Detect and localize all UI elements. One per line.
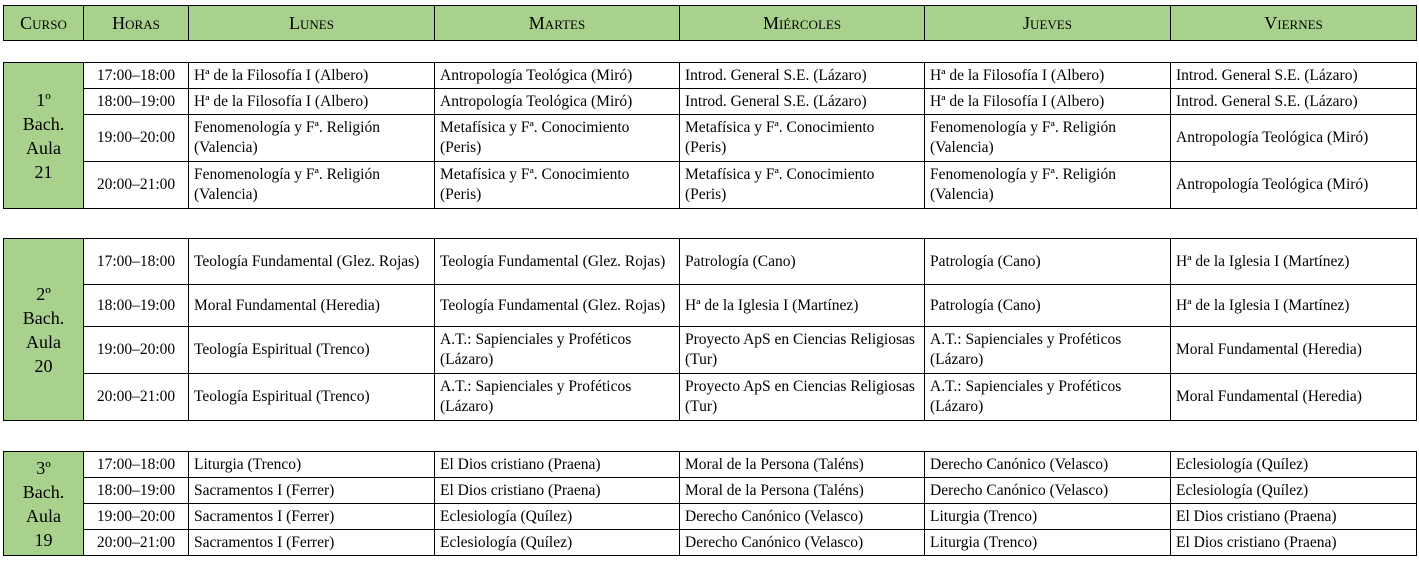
class-cell: Hª de la Filosofía I (Albero) — [925, 89, 1171, 115]
class-cell: Liturgia (Trenco) — [189, 452, 435, 478]
class-cell: A.T.: Sapienciales y Proféticos (Lázaro) — [925, 374, 1171, 421]
header-lunes: Lunes — [189, 6, 435, 41]
header-miercoles: Miércoles — [680, 6, 925, 41]
class-cell: Teología Fundamental (Glez. Rojas) — [435, 285, 680, 327]
time-slot: 19:00–20:00 — [84, 504, 189, 530]
class-cell: Antropología Teológica (Miró) — [1171, 162, 1417, 209]
course-level: Bach. — [22, 307, 65, 328]
class-cell: Patrología (Cano) — [925, 239, 1171, 285]
class-cell: Hª de la Filosofía I (Albero) — [925, 63, 1171, 89]
time-slot: 17:00–18:00 — [84, 63, 189, 89]
class-cell: Proyecto ApS en Ciencias Religiosas (Tur) — [680, 327, 925, 374]
class-cell: Metafísica y Fª. Conocimiento (Peris) — [435, 162, 680, 209]
class-cell: Teología Espiritual (Trenco) — [189, 374, 435, 421]
course-room-number: 21 — [34, 161, 53, 182]
time-slot: 19:00–20:00 — [84, 327, 189, 374]
class-cell: Derecho Canónico (Velasco) — [680, 530, 925, 556]
class-cell: Sacramentos I (Ferrer) — [189, 530, 435, 556]
class-cell: Introd. General S.E. (Lázaro) — [680, 63, 925, 89]
class-cell: El Dios cristiano (Praena) — [435, 452, 680, 478]
header-curso: Curso — [4, 6, 84, 41]
class-cell: Moral Fundamental (Heredia) — [1171, 374, 1417, 421]
class-cell: Moral de la Persona (Taléns) — [680, 478, 925, 504]
class-cell: Hª de la Iglesia I (Martínez) — [1171, 239, 1417, 285]
header-jueves: Jueves — [925, 6, 1171, 41]
class-cell: Eclesiología (Quílez) — [435, 504, 680, 530]
class-cell: Derecho Canónico (Velasco) — [925, 452, 1171, 478]
class-cell: Moral Fundamental (Heredia) — [189, 285, 435, 327]
class-cell: Metafísica y Fª. Conocimiento (Peris) — [680, 162, 925, 209]
header-martes: Martes — [435, 6, 680, 41]
class-cell: A.T.: Sapienciales y Proféticos (Lázaro) — [435, 327, 680, 374]
class-cell: Derecho Canónico (Velasco) — [925, 478, 1171, 504]
course-room-label: Aula — [26, 137, 61, 158]
header-horas: Horas — [84, 6, 189, 41]
time-slot: 17:00–18:00 — [84, 452, 189, 478]
class-cell: Hª de la Filosofía I (Albero) — [189, 89, 435, 115]
class-cell: El Dios cristiano (Praena) — [1171, 530, 1417, 556]
course-label — [4, 239, 84, 421]
class-cell: A.T.: Sapienciales y Proféticos (Lázaro) — [925, 327, 1171, 374]
class-cell: Eclesiología (Quílez) — [435, 530, 680, 556]
class-cell: Patrología (Cano) — [925, 285, 1171, 327]
course-year: 1º — [36, 89, 51, 110]
class-cell: Moral de la Persona (Taléns) — [680, 452, 925, 478]
class-cell: Hª de la Filosofía I (Albero) — [189, 63, 435, 89]
course-level: Bach. — [22, 481, 65, 502]
header-viernes: Viernes — [1171, 6, 1417, 41]
time-slot: 18:00–19:00 — [84, 89, 189, 115]
class-cell: Derecho Canónico (Velasco) — [680, 504, 925, 530]
course-room-label: Aula — [26, 331, 61, 352]
class-cell: Introd. General S.E. (Lázaro) — [680, 89, 925, 115]
course-block-2 — [3, 238, 1417, 421]
class-cell: Antropología Teológica (Miró) — [1171, 115, 1417, 162]
course-block-3 — [3, 451, 1417, 556]
class-cell: Fenomenología y Fª. Religión (Valencia) — [925, 162, 1171, 209]
class-cell: Proyecto ApS en Ciencias Religiosas (Tur) — [680, 374, 925, 421]
class-cell: A.T.: Sapienciales y Proféticos (Lázaro) — [435, 374, 680, 421]
class-cell: El Dios cristiano (Praena) — [435, 478, 680, 504]
class-cell: Eclesiología (Quílez) — [1171, 452, 1417, 478]
class-cell: Hª de la Iglesia I (Martínez) — [680, 285, 925, 327]
class-cell: Antropología Teológica (Miró) — [435, 63, 680, 89]
course-label — [4, 63, 84, 209]
course-label — [4, 452, 84, 556]
class-cell: Moral Fundamental (Heredia) — [1171, 327, 1417, 374]
class-cell: Fenomenología y Fª. Religión (Valencia) — [189, 162, 435, 209]
time-slot: 20:00–21:00 — [84, 530, 189, 556]
course-room-number: 20 — [34, 355, 53, 376]
course-year: 2º — [36, 283, 51, 304]
class-cell: Fenomenología y Fª. Religión (Valencia) — [189, 115, 435, 162]
class-cell: Introd. General S.E. (Lázaro) — [1171, 63, 1417, 89]
course-block-1 — [3, 62, 1417, 209]
class-cell: Antropología Teológica (Miró) — [435, 89, 680, 115]
class-cell: Patrología (Cano) — [680, 239, 925, 285]
class-cell: Hª de la Iglesia I (Martínez) — [1171, 285, 1417, 327]
course-year: 3º — [36, 457, 51, 478]
class-cell: Fenomenología y Fª. Religión (Valencia) — [925, 115, 1171, 162]
class-cell: Liturgia (Trenco) — [925, 530, 1171, 556]
class-cell: Eclesiología (Quílez) — [1171, 478, 1417, 504]
time-slot: 18:00–19:00 — [84, 285, 189, 327]
time-slot: 17:00–18:00 — [84, 239, 189, 285]
class-cell: Liturgia (Trenco) — [925, 504, 1171, 530]
class-cell: Teología Espiritual (Trenco) — [189, 327, 435, 374]
class-cell: Metafísica y Fª. Conocimiento (Peris) — [680, 115, 925, 162]
class-cell: Sacramentos I (Ferrer) — [189, 478, 435, 504]
course-room-label: Aula — [26, 505, 61, 526]
schedule-header — [3, 5, 1417, 41]
class-cell: Metafísica y Fª. Conocimiento (Peris) — [435, 115, 680, 162]
course-room-number: 19 — [34, 529, 53, 550]
class-cell: Sacramentos I (Ferrer) — [189, 504, 435, 530]
class-cell: Teología Fundamental (Glez. Rojas) — [189, 239, 435, 285]
class-cell: El Dios cristiano (Praena) — [1171, 504, 1417, 530]
time-slot: 18:00–19:00 — [84, 478, 189, 504]
class-cell: Introd. General S.E. (Lázaro) — [1171, 89, 1417, 115]
class-cell: Teología Fundamental (Glez. Rojas) — [435, 239, 680, 285]
time-slot: 19:00–20:00 — [84, 115, 189, 162]
time-slot: 20:00–21:00 — [84, 162, 189, 209]
course-level: Bach. — [22, 113, 65, 134]
time-slot: 20:00–21:00 — [84, 374, 189, 421]
